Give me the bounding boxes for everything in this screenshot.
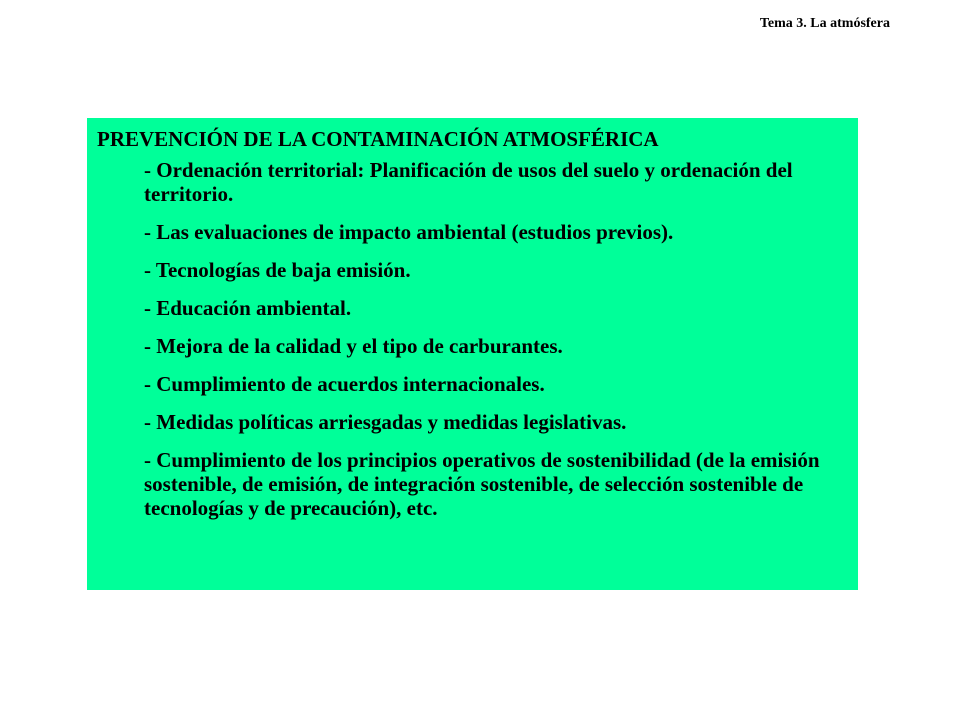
- list-item: - Cumplimiento de los principios operativos de sostenibilidad (de la emisión sostenible, de emisión, de integración sostenible, de selección sostenible de tecnologías y de precaución), etc.: [144, 448, 820, 520]
- measures-list: [97, 158, 846, 520]
- list-item: - Ordenación territorial: Planificación de usos del suelo y ordenación del territorio.: [144, 158, 793, 206]
- content-panel: [87, 118, 858, 590]
- list-item: - Medidas políticas arriesgadas y medidas legislativas.: [144, 410, 627, 434]
- panel-title: PREVENCIÓN DE LA CONTAMINACIÓN ATMOSFÉRICA: [97, 127, 659, 151]
- list-item: - Tecnologías de baja emisión.: [144, 258, 411, 282]
- list-item: - Mejora de la calidad y el tipo de carburantes.: [144, 334, 563, 358]
- slide-header: Tema 3. La atmósfera: [759, 16, 890, 31]
- list-item: - Las evaluaciones de impacto ambiental (estudios previos).: [144, 220, 674, 244]
- list-item: - Educación ambiental.: [144, 296, 352, 320]
- list-item: - Cumplimiento de acuerdos internacionales.: [144, 372, 545, 396]
